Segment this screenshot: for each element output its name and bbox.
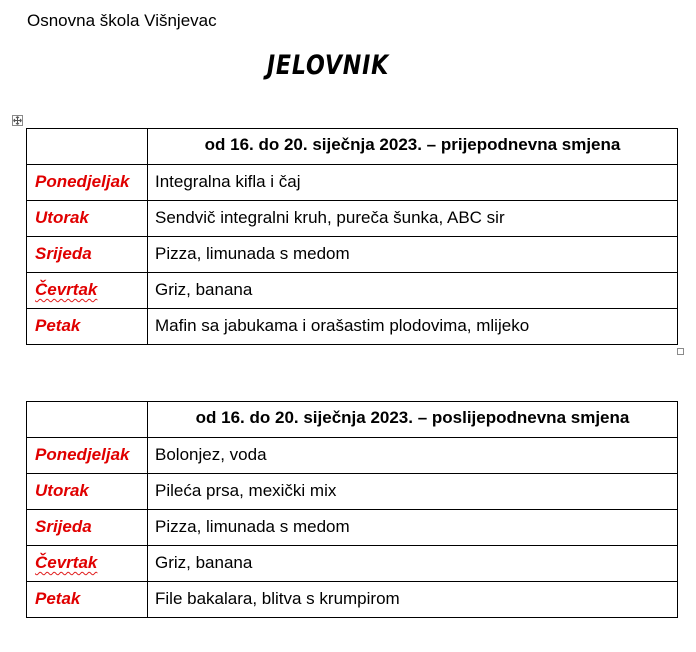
day-cell: Ponedjeljak [27, 165, 148, 201]
table-header: od 16. do 20. siječnja 2023. – prijepodnevna smjena [148, 129, 678, 165]
day-cell: Srijeda [27, 237, 148, 273]
header-blank-cell [27, 402, 148, 438]
header-blank-cell [27, 129, 148, 165]
meal-cell: Pizza, limunada s medom [148, 237, 678, 273]
meal-cell: File bakalara, blitva s krumpirom [148, 582, 678, 618]
day-cell: Čevrtak [27, 546, 148, 582]
table-row [27, 165, 678, 201]
table-row [27, 201, 678, 237]
menu-table-morning [26, 128, 678, 345]
day-cell: Ponedjeljak [27, 438, 148, 474]
table-row [27, 546, 678, 582]
meal-cell: Pileća prsa, mexički mix [148, 474, 678, 510]
table-row [27, 273, 678, 309]
table-resize-handle[interactable] [677, 348, 684, 355]
day-cell: Utorak [27, 201, 148, 237]
table-row [27, 474, 678, 510]
table-row [27, 582, 678, 618]
meal-cell: Sendvič integralni kruh, pureča šunka, ABC sir [148, 201, 678, 237]
meal-cell: Griz, banana [148, 546, 678, 582]
day-cell: Utorak [27, 474, 148, 510]
meal-cell: Bolonjez, voda [148, 438, 678, 474]
table-header-row [27, 402, 678, 438]
school-name: Osnovna škola Višnjevac [27, 11, 217, 30]
table-header-row [27, 129, 678, 165]
table-row [27, 309, 678, 345]
meal-cell: Pizza, limunada s medom [148, 510, 678, 546]
menu-table-afternoon [26, 401, 678, 618]
table-header: od 16. do 20. siječnja 2023. – poslijepodnevna smjena [148, 402, 678, 438]
day-cell: Srijeda [27, 510, 148, 546]
day-cell: Petak [27, 309, 148, 345]
table-row [27, 438, 678, 474]
table-row [27, 510, 678, 546]
meal-cell: Mafin sa jabukama i orašastim plodovima, mlijeko [148, 309, 678, 345]
table-move-handle-icon[interactable] [12, 115, 23, 126]
page-title: JELOVNIK [266, 50, 390, 81]
table-row [27, 237, 678, 273]
day-cell: Čevrtak [27, 273, 148, 309]
meal-cell: Griz, banana [148, 273, 678, 309]
meal-cell: Integralna kifla i čaj [148, 165, 678, 201]
day-cell: Petak [27, 582, 148, 618]
